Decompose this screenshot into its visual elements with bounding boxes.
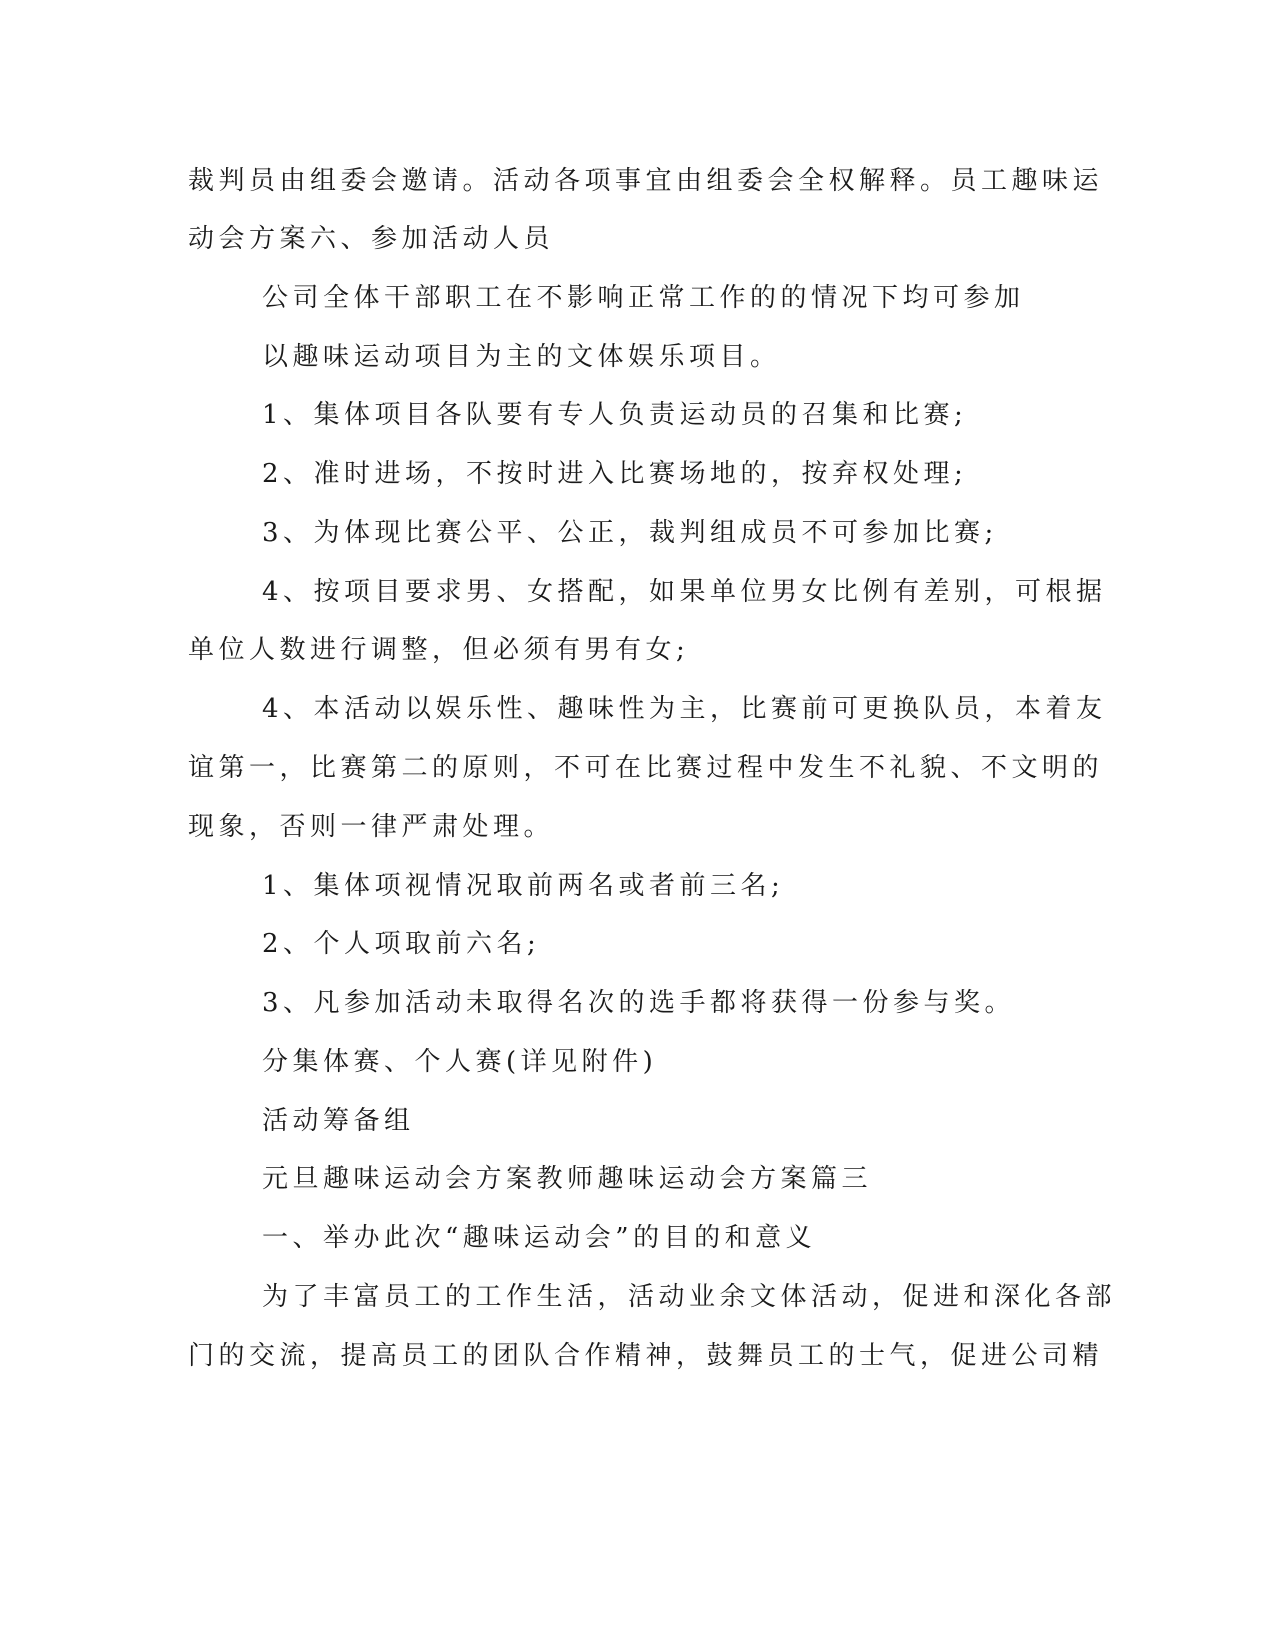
text-line: 谊第一，比赛第二的原则，不可在比赛过程中发生不礼貌、不文明的 [188, 753, 1104, 783]
text-line: 裁判员由组委会邀请。活动各项事宜由组委会全权解释。员工趣味运 [188, 166, 1104, 196]
text-line: 以趣味运动项目为主的文体娱乐项目。 [262, 342, 781, 372]
text-line: 元旦趣味运动会方案教师趣味运动会方案篇三 [262, 1164, 873, 1194]
text-line: 动会方案六、参加活动人员 [188, 224, 555, 254]
text-line: 2、个人项取前六名; [262, 929, 541, 959]
text-line: 公司全体干部职工在不影响正常工作的的情况下均可参加 [262, 283, 1025, 313]
text-line: 3、凡参加活动未取得名次的选手都将获得一份参与奖。 [262, 988, 1016, 1018]
text-line: 3、为体现比赛公平、公正，裁判组成员不可参加比赛; [262, 518, 998, 548]
text-line: 1、集体项目各队要有专人负责运动员的召集和比赛; [262, 400, 968, 430]
text-line: 一、举办此次“趣味运动会”的目的和意义 [262, 1223, 817, 1253]
text-line: 分集体赛、个人赛(详见附件) [262, 1047, 658, 1077]
text-line: 4、本活动以娱乐性、趣味性为主，比赛前可更换队员，本着友 [262, 694, 1107, 724]
text-line: 现象，否则一律严肃处理。 [188, 812, 555, 842]
text-line: 2、准时进场，不按时进入比赛场地的，按弃权处理; [262, 459, 968, 489]
text-line: 1、集体项视情况取前两名或者前三名; [262, 871, 785, 901]
text-line: 活动筹备组 [262, 1106, 415, 1136]
text-line: 4、按项目要求男、女搭配，如果单位男女比例有差别，可根据 [262, 577, 1107, 607]
text-line: 门的交流，提高员工的团队合作精神，鼓舞员工的士气，促进公司精 [188, 1341, 1104, 1371]
text-line: 单位人数进行调整，但必须有男有女; [188, 635, 690, 665]
text-line: 为了丰富员工的工作生活，活动业余文体活动，促进和深化各部 [262, 1282, 1117, 1312]
